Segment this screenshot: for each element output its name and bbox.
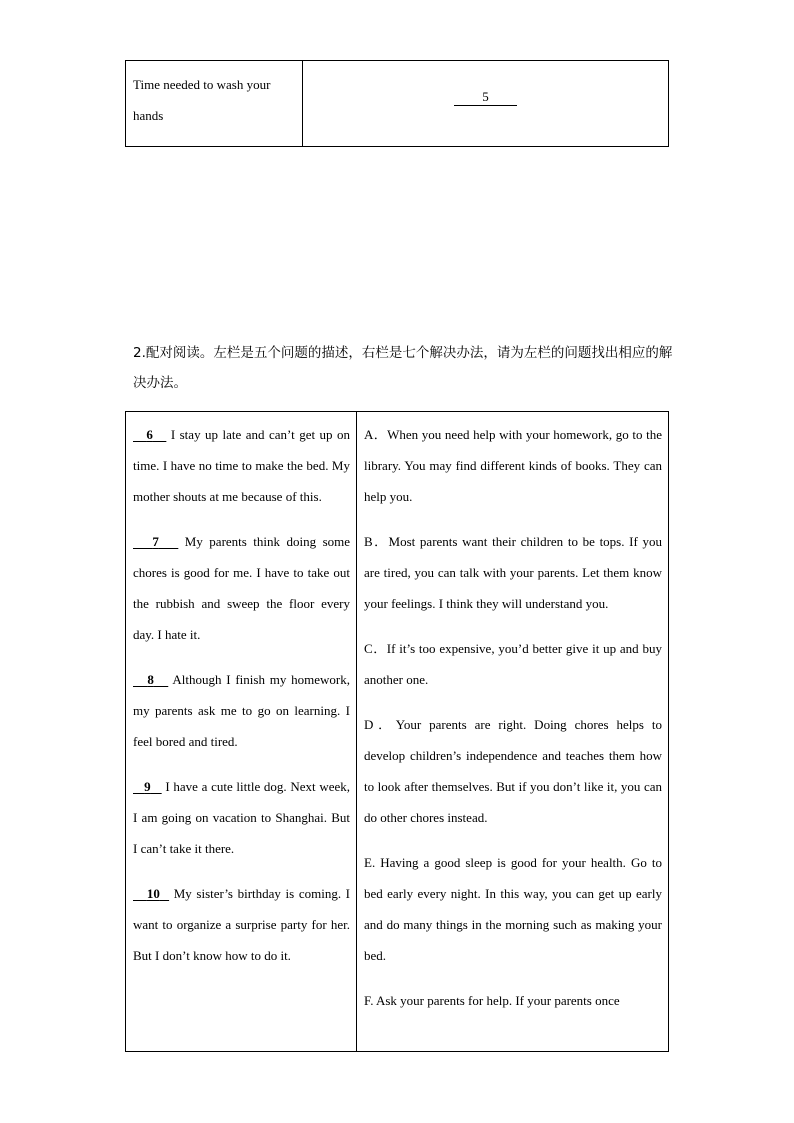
problem-item	[133, 526, 350, 650]
problem-text: I have a cute little dog. Next week, I am going on vacation to Shanghai. But I can’t take it there.	[133, 779, 351, 856]
matching-instruction: 2.配对阅读。左栏是五个问题的描述，右栏是七个解决办法，请为左栏的问题找出相应的解决办法。	[133, 345, 673, 391]
solution-item: E. Having a good sleep is good for your health. Go to bed early every night. In this way, you can get up early and do many things in the morning such as making your bed.	[364, 855, 662, 963]
problem-number-blank[interactable]: 7	[152, 534, 159, 549]
matching-table	[125, 411, 669, 1052]
problem-item	[133, 771, 350, 864]
solution-item: C．If it’s too expensive, you’d better give it up and buy another one.	[364, 641, 662, 687]
solution-item: F. Ask your parents for help. If your parents once	[364, 993, 620, 1008]
solution-item: D．Your parents are right. Doing chores helps to develop children’s independence and teaches them how to look after themselves. But if you don’t like it, you can do other chores instead.	[364, 717, 662, 825]
solutions-column	[357, 412, 668, 1051]
solution-item: A．When you need help with your homework, go to the library. You may find different kinds of books. They can help you.	[364, 427, 662, 504]
problems-column	[126, 412, 357, 1051]
problem-number-blank[interactable]: 8	[147, 672, 154, 687]
solution-item: B．Most parents want their children to be tops. If you are tired, you can talk with your parents. Let them know your feelings. I think they will understand you.	[364, 534, 662, 611]
problem-item	[133, 664, 350, 757]
problem-text: My parents think doing some chores is good for me. I have to take out the rubbish and sweep the floor every day. I hate it.	[133, 534, 351, 642]
problem-item	[133, 878, 350, 971]
problem-text: I stay up late and can’t get up on time. I have no time to make the bed. My mother shouts at me because of this.	[133, 427, 351, 504]
problem-number-blank[interactable]: 6	[146, 427, 153, 442]
problem-number-blank[interactable]: 10	[146, 886, 160, 901]
time-table-answer-cell	[303, 61, 668, 146]
problem-text: My sister’s birthday is coming. I want to organize a surprise party for her. But I don’t know how to do it.	[133, 886, 351, 963]
time-table-label: Time needed to wash your hands	[126, 61, 303, 146]
problem-item	[133, 419, 350, 512]
answer-blank-5[interactable]: 5	[454, 89, 517, 106]
problem-text: Although I finish my homework, my parents ask me to go on learning. I feel bored and tired.	[133, 672, 351, 749]
time-table	[125, 60, 669, 147]
problem-number-blank[interactable]: 9	[144, 779, 151, 794]
